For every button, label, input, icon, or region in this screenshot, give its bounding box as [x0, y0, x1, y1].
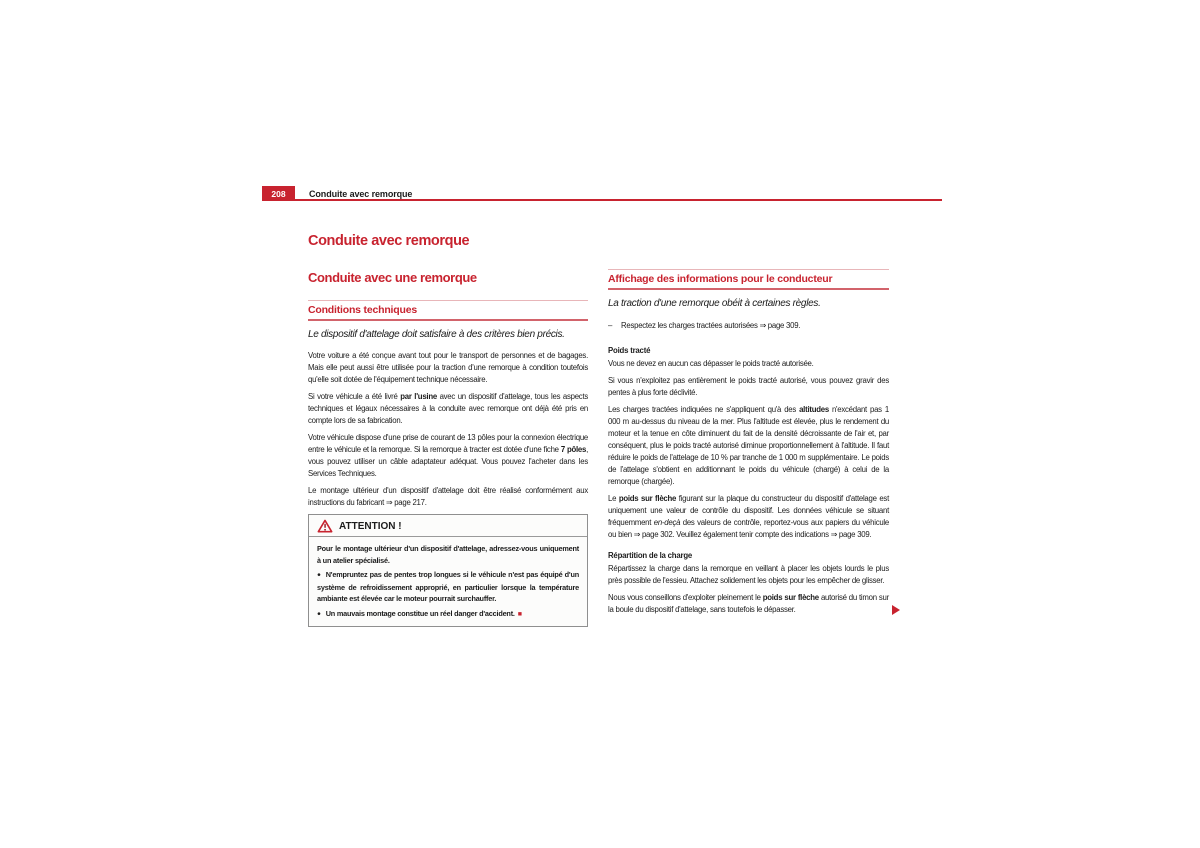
- attention-box-header: [309, 515, 587, 537]
- section-header-label: Affichage des informations pour le conducteur: [608, 273, 833, 285]
- lead-paragraph: La traction d'une remorque obéit à certaines règles.: [608, 298, 821, 309]
- paragraph: Vous ne devez en aucun cas dépasser le poids tracté autorisée.: [608, 359, 814, 368]
- right-column: [608, 269, 889, 621]
- lead-paragraph: Le dispositif d'attelage doit satisfaire à des critères bien précis.: [308, 329, 565, 340]
- warning-triangle-icon: [317, 519, 333, 533]
- section-header-label: Conditions techniques: [308, 304, 417, 316]
- page-content: [262, 186, 942, 686]
- paragraph: Le poids sur flèche figurant sur la plaque du constructeur du dispositif d'attelage est uniquement une valeur de contrôle du dispositif. Les données véhicule se situant fréquemment en-deçà des valeurs de contrôle, reportez-vous aux papiers du véhicule ou bien ⇒ page 302. Veuillez également tenir compte des indications ⇒ page 309.: [608, 494, 890, 539]
- subsection-heading-poids-tracte: Poids tracté: [608, 346, 651, 355]
- bullet-icon: ●: [317, 610, 321, 617]
- last-paragraph-wrapper: [608, 592, 889, 616]
- instruction-list-item: [608, 320, 889, 332]
- section-header-conditions: [308, 300, 588, 321]
- running-header-title: Conduite avec remorque: [309, 189, 413, 199]
- paragraph: Votre voiture a été conçue avant tout pour le transport de personnes et de bagages. Mais elle peut aussi être utilisée pour la traction d'une remorque à condition toutefois qu'elle soit dotée de l'équipement technique nécessaire.: [308, 351, 588, 384]
- attention-bullet-text: Un mauvais montage constitue un réel danger d'accident.: [325, 608, 515, 618]
- end-of-section-mark: ■: [517, 610, 522, 618]
- section-header-affichage: [608, 269, 889, 290]
- continuation-arrow-icon: [892, 605, 900, 615]
- page-number: 208: [271, 188, 286, 199]
- dash-bullet: –: [608, 321, 613, 330]
- paragraph: Nous vous conseillons d'exploiter pleinement le poids sur flèche autorisé du timon sur la boule du dispositif d'attelage, sans toutefois le dépasser.: [608, 593, 889, 614]
- attention-box-body: [309, 537, 587, 626]
- paragraph: Votre véhicule dispose d'une prise de courant de 13 pôles pour la connexion électrique entre le véhicule et la remorque. Si la remorque à tracter est dotée d'une fiche 7 pôles, vous pouvez utiliser un câble adaptateur adéquat. Vous pouvez l'acheter dans les Services Techniques.: [308, 433, 588, 478]
- attention-bullet-text: N'empruntez pas de pentes trop longues si le véhicule n'est pas équipé d'un système de refroidissement approprié, en particulier lorsque la température ambiante est élevée car le moteur pourrait surchauffer.: [317, 570, 579, 603]
- paragraph: Si vous n'exploitez pas entièrement le poids tracté autorisé, vous pouvez gravir des pentes à plus forte déclivité.: [608, 376, 889, 397]
- chapter-title: Conduite avec remorque: [308, 233, 470, 249]
- attention-title: ATTENTION !: [339, 520, 402, 532]
- attention-box: [308, 514, 588, 627]
- paragraph: Si votre véhicule a été livré par l'usine avec un dispositif d'attelage, tous les aspects techniques et légaux nécessaires à la conduite avec remorque ont déjà été pris en compte lors de sa fabrication.: [308, 392, 589, 425]
- header-rule: [262, 199, 942, 201]
- paragraph: Répartissez la charge dans la remorque en veillant à placer les objets lourds le plus près possible de l'essieu. Attachez solidement les objets pour les empêcher de glisser.: [608, 564, 889, 585]
- attention-bullet: [317, 569, 579, 605]
- instruction-text: Respectez les charges tractées autorisées ⇒ page 309.: [621, 321, 801, 330]
- left-column: [308, 270, 588, 627]
- paragraph: Les charges tractées indiquées ne s'appliquent qu'à des altitudes n'excédant pas 1 000 m au-dessus du niveau de la mer. Plus l'altitude est élevée, plus le rendement du moteur et la tenue en côte diminuent du fait de la densité décroissante de l'air et, par conséquent, plus le poids tracté autorisé diminue proportionnellement à l'altitude. Il faut réduire le poids de l'attelage de 10 % par tranche de 1 000 m supplémentaire. Le poids de l'attelage s'obtient en additionnant le poids du véhicule (chargé) à celui de la remorque (chargée).: [608, 405, 889, 486]
- subsection-heading-repartition: Répartition de la charge: [608, 551, 693, 560]
- attention-intro: Pour le montage ultérieur d'un dispositif d'attelage, adressez-vous uniquement à un atelier spécialisé.: [317, 544, 579, 565]
- body-paragraphs: [308, 350, 588, 509]
- attention-bullet: [317, 608, 579, 621]
- bullet-icon: ●: [317, 571, 321, 579]
- paragraph: Le montage ultérieur d'un dispositif d'attelage doit être réalisé conformément aux instructions du fabricant ⇒ page 217.: [308, 486, 588, 507]
- section-subtitle: Conduite avec une remorque: [308, 270, 477, 285]
- page-number-badge: [262, 186, 295, 201]
